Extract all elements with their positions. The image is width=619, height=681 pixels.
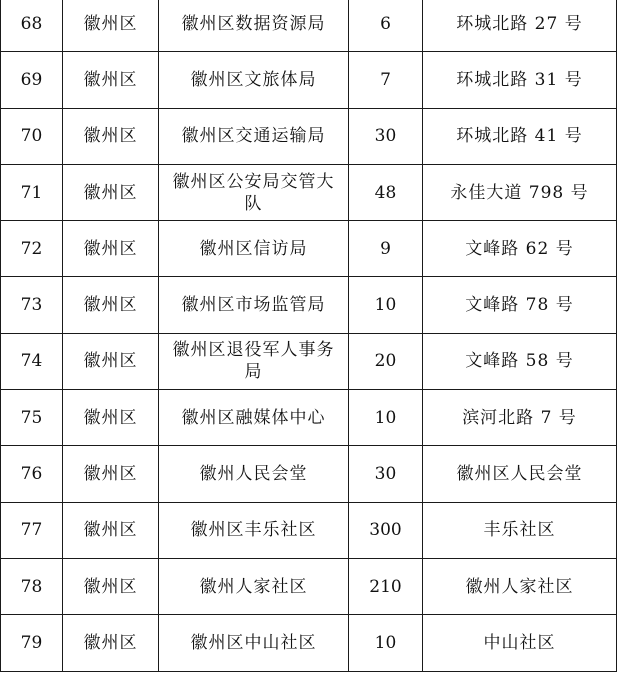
unit-name: 徽州区市场监管局 — [181, 295, 326, 316]
row-number-cell: 69 — [1, 52, 63, 108]
unit-cell — [159, 108, 349, 164]
table-row — [1, 52, 617, 108]
row-number-cell: 78 — [1, 558, 63, 614]
row-number-cell: 68 — [1, 0, 63, 52]
unit-name: 徽州区交通运输局 — [181, 126, 326, 147]
row-number-cell: 74 — [1, 333, 63, 389]
district-cell: 徽州区 — [63, 390, 159, 446]
row-number-cell: 76 — [1, 446, 63, 502]
unit-name: 徽州区数据资源局 — [181, 13, 326, 34]
district-cell: 徽州区 — [63, 502, 159, 558]
address-cell: 环城北路 27 号 — [423, 0, 617, 52]
count-cell: 30 — [349, 108, 423, 164]
count-cell: 9 — [349, 221, 423, 277]
district-cell: 徽州区 — [63, 558, 159, 614]
count-cell: 48 — [349, 164, 423, 220]
unit-cell — [159, 277, 349, 333]
count-cell: 210 — [349, 558, 423, 614]
count-cell: 7 — [349, 52, 423, 108]
table-row — [1, 615, 617, 671]
unit-cell — [159, 0, 349, 52]
address-cell: 滨河北路 7 号 — [423, 390, 617, 446]
table-row — [1, 277, 617, 333]
address-cell: 环城北路 31 号 — [423, 52, 617, 108]
count-cell: 10 — [349, 277, 423, 333]
count-cell: 10 — [349, 390, 423, 446]
count-cell: 6 — [349, 0, 423, 52]
row-number-cell: 75 — [1, 390, 63, 446]
row-number-cell: 72 — [1, 221, 63, 277]
district-cell: 徽州区 — [63, 615, 159, 671]
row-number-cell: 70 — [1, 108, 63, 164]
unit-name: 徽州人民会堂 — [199, 464, 308, 485]
row-number-cell: 71 — [1, 164, 63, 220]
unit-name: 徽州区信访局 — [199, 238, 308, 259]
row-number-cell: 79 — [1, 615, 63, 671]
table-body — [1, 0, 617, 671]
address-cell: 丰乐社区 — [423, 502, 617, 558]
district-cell: 徽州区 — [63, 277, 159, 333]
unit-cell — [159, 502, 349, 558]
address-cell: 文峰路 78 号 — [423, 277, 617, 333]
unit-name: 徽州区融媒体中心 — [181, 407, 326, 428]
unit-cell — [159, 615, 349, 671]
unit-name: 徽州区公安局交管大队 — [172, 171, 335, 214]
address-cell: 文峰路 62 号 — [423, 221, 617, 277]
unit-cell — [159, 221, 349, 277]
table-row — [1, 221, 617, 277]
unit-cell — [159, 446, 349, 502]
district-cell: 徽州区 — [63, 108, 159, 164]
unit-cell — [159, 52, 349, 108]
unit-cell — [159, 558, 349, 614]
table-row — [1, 0, 617, 52]
table-row — [1, 164, 617, 220]
table-row — [1, 390, 617, 446]
table-row — [1, 333, 617, 389]
count-cell: 20 — [349, 333, 423, 389]
count-cell: 30 — [349, 446, 423, 502]
unit-cell — [159, 390, 349, 446]
unit-name: 徽州区退役军人事务局 — [172, 340, 335, 383]
unit-name: 徽州区中山社区 — [190, 632, 317, 653]
address-cell: 徽州区人民会堂 — [423, 446, 617, 502]
unit-name: 徽州区文旅体局 — [190, 69, 317, 90]
unit-name: 徽州区丰乐社区 — [190, 520, 317, 541]
table-row — [1, 446, 617, 502]
district-cell: 徽州区 — [63, 52, 159, 108]
district-cell: 徽州区 — [63, 164, 159, 220]
table-row — [1, 108, 617, 164]
row-number-cell: 77 — [1, 502, 63, 558]
unit-cell — [159, 333, 349, 389]
district-cell: 徽州区 — [63, 221, 159, 277]
count-cell: 300 — [349, 502, 423, 558]
address-cell: 环城北路 41 号 — [423, 108, 617, 164]
table-row — [1, 558, 617, 614]
address-cell: 徽州人家社区 — [423, 558, 617, 614]
unit-name: 徽州人家社区 — [199, 576, 308, 597]
address-cell: 永佳大道 798 号 — [423, 164, 617, 220]
row-number-cell: 73 — [1, 277, 63, 333]
table-row — [1, 502, 617, 558]
address-cell: 文峰路 58 号 — [423, 333, 617, 389]
district-cell: 徽州区 — [63, 333, 159, 389]
district-cell: 徽州区 — [63, 0, 159, 52]
district-cell: 徽州区 — [63, 446, 159, 502]
count-cell: 10 — [349, 615, 423, 671]
unit-cell — [159, 164, 349, 220]
address-cell: 中山社区 — [423, 615, 617, 671]
